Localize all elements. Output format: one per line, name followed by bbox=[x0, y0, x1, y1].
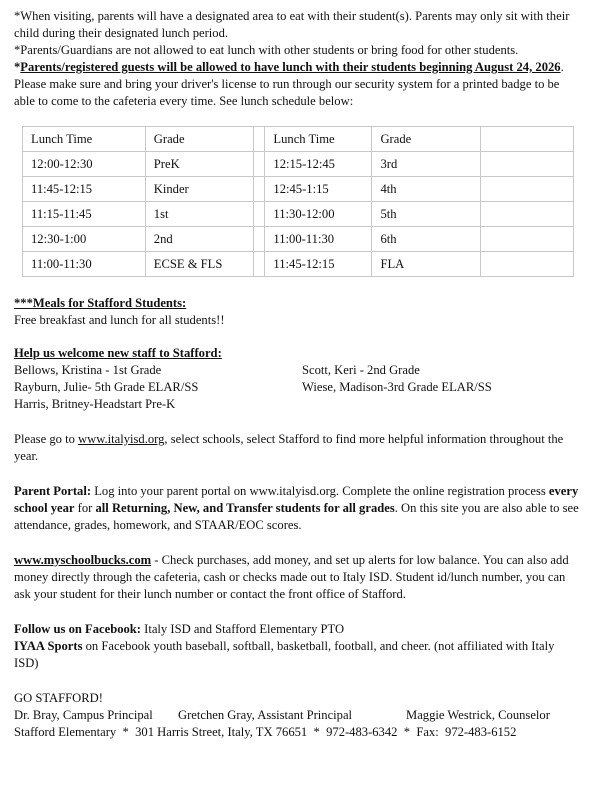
website-pre: Please go to bbox=[14, 432, 79, 446]
principal: Dr. Bray, Campus Principal bbox=[14, 708, 153, 722]
table-row bbox=[23, 252, 574, 277]
list-item: Harris, Britney-Headstart Pre-K bbox=[14, 397, 176, 411]
portal-bold-2: all Returning, New, and Transfer students for all grades bbox=[95, 501, 395, 515]
table-row bbox=[23, 177, 574, 202]
list-item: Scott, Keri - 2nd Grade bbox=[302, 363, 420, 377]
table-cell: 12:30-1:00 bbox=[23, 227, 146, 252]
header-lunch-time-1: Lunch Time bbox=[23, 127, 146, 152]
new-staff-list bbox=[14, 362, 582, 413]
table-cell: 12:45-1:15 bbox=[265, 177, 372, 202]
table-row bbox=[23, 202, 574, 227]
portal-text-1: Log into your parent portal on www.italyisd.org. Complete the online registration process bbox=[91, 484, 549, 498]
portal-text-2: for bbox=[74, 501, 96, 515]
table-cell: 3rd bbox=[372, 152, 480, 177]
guest-lunch-note bbox=[14, 59, 582, 110]
signature-line bbox=[14, 707, 582, 724]
table-row bbox=[23, 227, 574, 252]
header-grade-2: Grade bbox=[372, 127, 480, 152]
schoolbucks-link[interactable]: www.myschoolbucks.com bbox=[14, 553, 152, 567]
table-cell: Kinder bbox=[145, 177, 253, 202]
social-section bbox=[14, 621, 582, 672]
table-cell: 4th bbox=[372, 177, 480, 202]
facebook-text: Italy ISD and Stafford Elementary PTO bbox=[141, 622, 345, 636]
guest-star: * bbox=[14, 60, 21, 74]
table-cell: 2nd bbox=[145, 227, 253, 252]
table-cell: 12:15-12:45 bbox=[265, 152, 372, 177]
iyaa-line bbox=[14, 638, 582, 672]
visit-note-1: *When visiting, parents will have a designated area to eat with their student(s). Parents may only sit with their child during their designated lunch period. bbox=[14, 9, 570, 40]
table-row bbox=[23, 152, 574, 177]
list-item: Bellows, Kristina - 1st Grade bbox=[14, 363, 162, 377]
table-cell: ECSE & FLS bbox=[145, 252, 253, 277]
parent-portal-label: Parent Portal: bbox=[14, 484, 92, 498]
meals-section bbox=[14, 295, 582, 329]
facebook-label: Follow us on Facebook: bbox=[14, 622, 141, 636]
table-cell: 12:00-12:30 bbox=[23, 152, 146, 177]
website-post: , select schools, select Stafford to find more helpful information throughout the year. bbox=[14, 432, 564, 463]
assistant-principal: Gretchen Gray, Assistant Principal bbox=[178, 708, 353, 722]
meals-text: Free breakfast and lunch for all students!! bbox=[14, 313, 225, 327]
table-cell: 11:45-12:15 bbox=[265, 252, 372, 277]
schoolbucks-text: - Check purchases, add money, and set up alerts for low balance. You can also add money directly through the cafeteria, cash or checks made out to Italy ISD. Student id/lunch number, you can ask your student for their lunch number or contact the front office of Stafford. bbox=[14, 553, 569, 601]
new-staff-heading: Help us welcome new staff to Stafford: bbox=[14, 346, 222, 360]
parent-portal-paragraph bbox=[14, 483, 582, 534]
table-cell: 5th bbox=[372, 202, 480, 227]
closing-section bbox=[14, 690, 582, 741]
meals-heading: ***Meals for Stafford Students: bbox=[14, 296, 187, 310]
list-item: Rayburn, Julie- 5th Grade ELAR/SS bbox=[14, 380, 199, 394]
lunch-schedule-table bbox=[22, 126, 574, 277]
guest-lunch-start: Parents/registered guests will be allowed to have lunch with their students beginning August 24, 2026 bbox=[20, 60, 561, 74]
iyaa-label: IYAA Sports bbox=[14, 639, 83, 653]
guest-lunch-details: . Please make sure and bring your driver's license to run through our security system for a printed badge to be able to come to the cafeteria every time. See lunch schedule below: bbox=[14, 60, 564, 108]
table-cell: PreK bbox=[145, 152, 253, 177]
table-cell: 1st bbox=[145, 202, 253, 227]
website-paragraph bbox=[14, 431, 582, 465]
counselor: Maggie Westrick, Counselor bbox=[406, 708, 550, 722]
facebook-line bbox=[14, 621, 582, 638]
table-cell: 6th bbox=[372, 227, 480, 252]
iyaa-text: on Facebook youth baseball, softball, basketball, football, and cheer. (not affiliated with Italy ISD) bbox=[14, 639, 555, 670]
portal-bold-1: every school year bbox=[14, 484, 579, 515]
table-cell: 11:45-12:15 bbox=[23, 177, 146, 202]
schoolbucks-paragraph bbox=[14, 552, 582, 603]
table-cell: 11:00-11:30 bbox=[23, 252, 146, 277]
visit-note-2: *Parents/Guardians are not allowed to eat lunch with other students or bring food for other students. bbox=[14, 43, 519, 57]
address-line: Stafford Elementary * 301 Harris Street, Italy, TX 76651 * 972-483-6342 * Fax: 972-483-6152 bbox=[14, 725, 517, 739]
list-item: Wiese, Madison-3rd Grade ELAR/SS bbox=[302, 380, 492, 394]
table-header-row bbox=[23, 127, 574, 152]
table-cell: 11:00-11:30 bbox=[265, 227, 372, 252]
italyisd-link[interactable]: www.italyisd.org bbox=[78, 432, 165, 446]
portal-text-3: . On this site you are also able to see attendance, grades, homework, and STAAR/EOC scores. bbox=[14, 501, 579, 532]
new-staff-section bbox=[14, 345, 582, 413]
header-grade-1: Grade bbox=[145, 127, 253, 152]
go-stafford: GO STAFFORD! bbox=[14, 691, 103, 705]
table-cell: 11:15-11:45 bbox=[23, 202, 146, 227]
header-lunch-time-2: Lunch Time bbox=[265, 127, 372, 152]
table-cell: FLA bbox=[372, 252, 480, 277]
table-cell: 11:30-12:00 bbox=[265, 202, 372, 227]
